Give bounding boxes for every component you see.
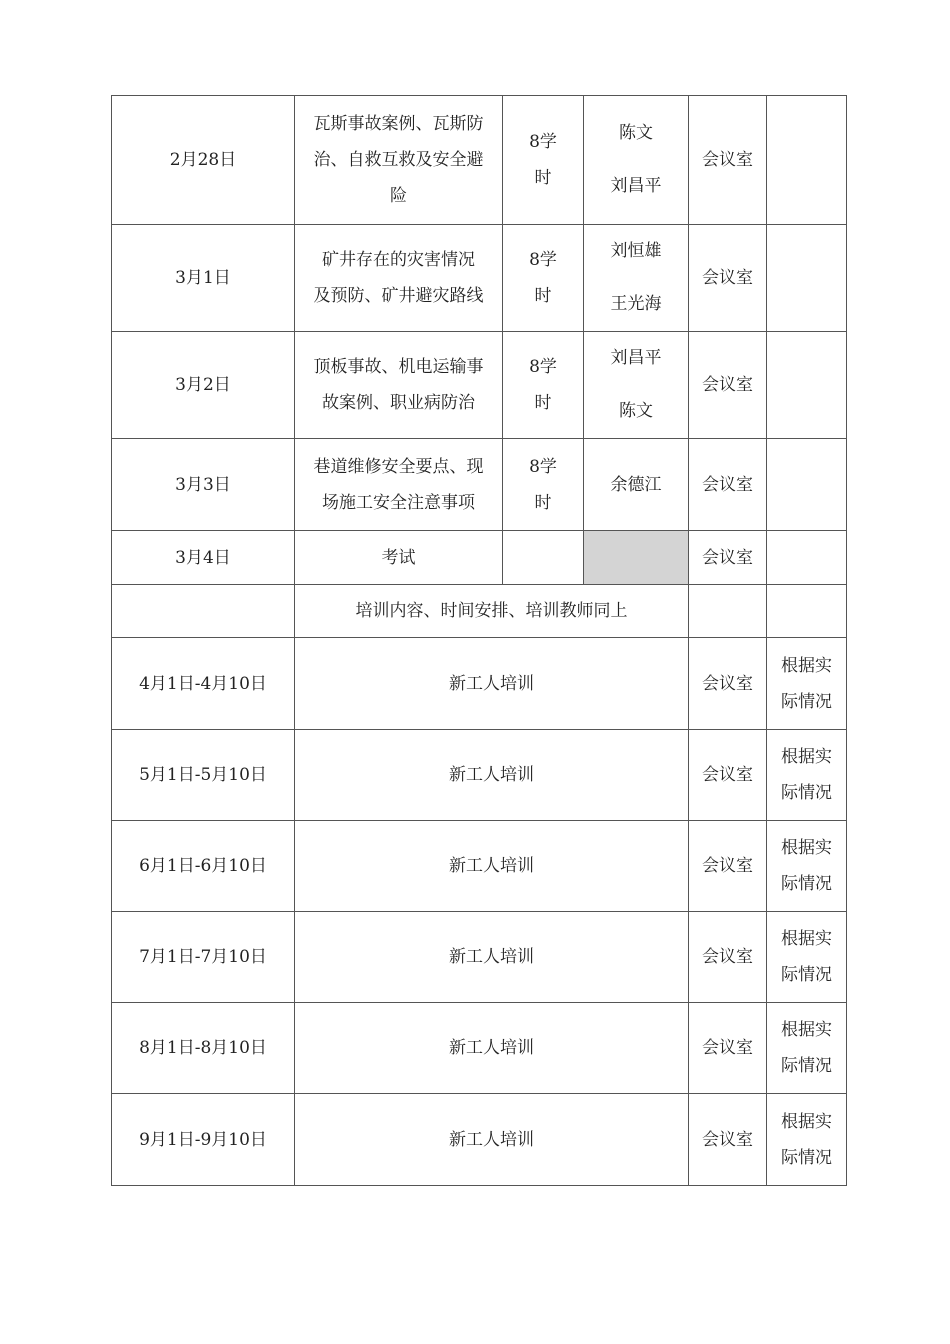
hours-cell	[503, 531, 584, 585]
table-row	[112, 730, 847, 821]
teacher-cell	[584, 96, 689, 225]
date-cell: 3月4日	[112, 531, 295, 585]
date-cell: 3月1日	[112, 225, 295, 332]
date-cell: 6月1日-6月10日	[112, 821, 295, 912]
content-cell	[295, 439, 503, 531]
hours-cell	[503, 439, 584, 531]
note-cell	[767, 585, 847, 638]
teacher-cell: 余德江	[584, 439, 689, 531]
table-row	[112, 225, 847, 332]
date-cell: 7月1日-7月10日	[112, 912, 295, 1003]
training-schedule-table	[111, 95, 847, 1186]
content-cell: 新工人培训	[295, 638, 689, 730]
content-line: 故案例、职业病防治	[322, 393, 475, 413]
place-cell: 会议室	[689, 332, 767, 439]
content-line: 治、自救互救及安全避	[313, 150, 484, 170]
place-cell: 会议室	[689, 531, 767, 585]
teacher-name: 陈文	[619, 401, 653, 421]
content-line: 巷道维修安全要点、现	[313, 456, 484, 477]
table-row	[112, 821, 847, 912]
place-cell: 会议室	[689, 1094, 767, 1186]
note-cell	[767, 638, 847, 730]
content-cell: 新工人培训	[295, 912, 689, 1003]
content-cell: 新工人培训	[295, 821, 689, 912]
teacher-name: 刘恒雄	[610, 241, 662, 261]
hours-cell	[503, 332, 584, 439]
note-cell	[767, 912, 847, 1003]
hours-line: 8学	[529, 357, 557, 377]
table-row	[112, 1094, 847, 1186]
table-row	[112, 585, 847, 638]
note-line: 根据实	[781, 838, 832, 858]
place-cell	[689, 585, 767, 638]
date-cell	[112, 585, 295, 638]
note-cell	[767, 730, 847, 821]
teacher-name: 陈文	[619, 123, 653, 143]
note-cell	[767, 531, 847, 585]
table-row	[112, 912, 847, 1003]
content-cell	[295, 225, 503, 332]
hours-line: 时	[534, 168, 552, 188]
place-cell: 会议室	[689, 1003, 767, 1094]
content-line: 瓦斯事故案例、瓦斯防	[313, 114, 484, 134]
content-line: 顶板事故、机电运输事	[313, 357, 484, 377]
note-line: 根据实	[781, 1020, 832, 1040]
note-cell	[767, 332, 847, 439]
hours-line: 8学	[529, 132, 557, 152]
date-cell: 3月2日	[112, 332, 295, 439]
note-cell	[767, 439, 847, 531]
hours-line: 8学	[529, 456, 557, 477]
date-cell: 8月1日-8月10日	[112, 1003, 295, 1094]
note-line: 根据实	[781, 929, 832, 949]
hours-line: 时	[534, 393, 552, 413]
teacher-name: 刘昌平	[610, 176, 662, 196]
note-cell	[767, 96, 847, 225]
table-row	[112, 1003, 847, 1094]
same-as-above-cell: 培训内容、时间安排、培训教师同上	[295, 585, 689, 638]
note-line: 际情况	[781, 874, 832, 894]
hours-line: 8学	[529, 250, 557, 270]
note-line: 际情况	[781, 783, 832, 803]
note-line: 际情况	[781, 965, 832, 985]
content-line: 及预防、矿井避灾路线	[313, 286, 484, 306]
place-cell: 会议室	[689, 821, 767, 912]
note-cell	[767, 1094, 847, 1186]
note-line: 根据实	[781, 1111, 832, 1132]
teacher-cell	[584, 332, 689, 439]
teacher-cell-shaded	[584, 531, 689, 585]
note-line: 际情况	[781, 691, 832, 712]
date-cell: 4月1日-4月10日	[112, 638, 295, 730]
place-cell: 会议室	[689, 439, 767, 531]
teacher-name: 刘昌平	[610, 348, 662, 368]
table-row	[112, 531, 847, 585]
date-cell: 5月1日-5月10日	[112, 730, 295, 821]
note-line: 根据实	[781, 747, 832, 767]
note-cell	[767, 821, 847, 912]
teacher-name: 王光海	[610, 294, 662, 314]
content-cell: 新工人培训	[295, 1003, 689, 1094]
content-cell	[295, 96, 503, 225]
place-cell: 会议室	[689, 638, 767, 730]
date-cell: 2月28日	[112, 96, 295, 225]
content-cell: 新工人培训	[295, 1094, 689, 1186]
place-cell: 会议室	[689, 912, 767, 1003]
content-cell: 新工人培训	[295, 730, 689, 821]
table-row	[112, 638, 847, 730]
table-row	[112, 96, 847, 225]
note-cell	[767, 1003, 847, 1094]
note-line: 际情况	[781, 1056, 832, 1076]
content-cell	[295, 332, 503, 439]
content-cell: 考试	[295, 531, 503, 585]
content-line: 场施工安全注意事项	[322, 492, 475, 513]
hours-line: 时	[534, 492, 552, 513]
teacher-cell	[584, 225, 689, 332]
hours-cell	[503, 225, 584, 332]
date-cell: 9月1日-9月10日	[112, 1094, 295, 1186]
hours-line: 时	[534, 286, 552, 306]
note-cell	[767, 225, 847, 332]
note-line: 根据实	[781, 655, 832, 676]
date-cell: 3月3日	[112, 439, 295, 531]
note-line: 际情况	[781, 1147, 832, 1168]
content-line: 险	[390, 186, 407, 206]
content-line: 矿井存在的灾害情况	[322, 250, 475, 270]
table-row	[112, 439, 847, 531]
table-row	[112, 332, 847, 439]
place-cell: 会议室	[689, 730, 767, 821]
hours-cell	[503, 96, 584, 225]
place-cell: 会议室	[689, 96, 767, 225]
place-cell: 会议室	[689, 225, 767, 332]
